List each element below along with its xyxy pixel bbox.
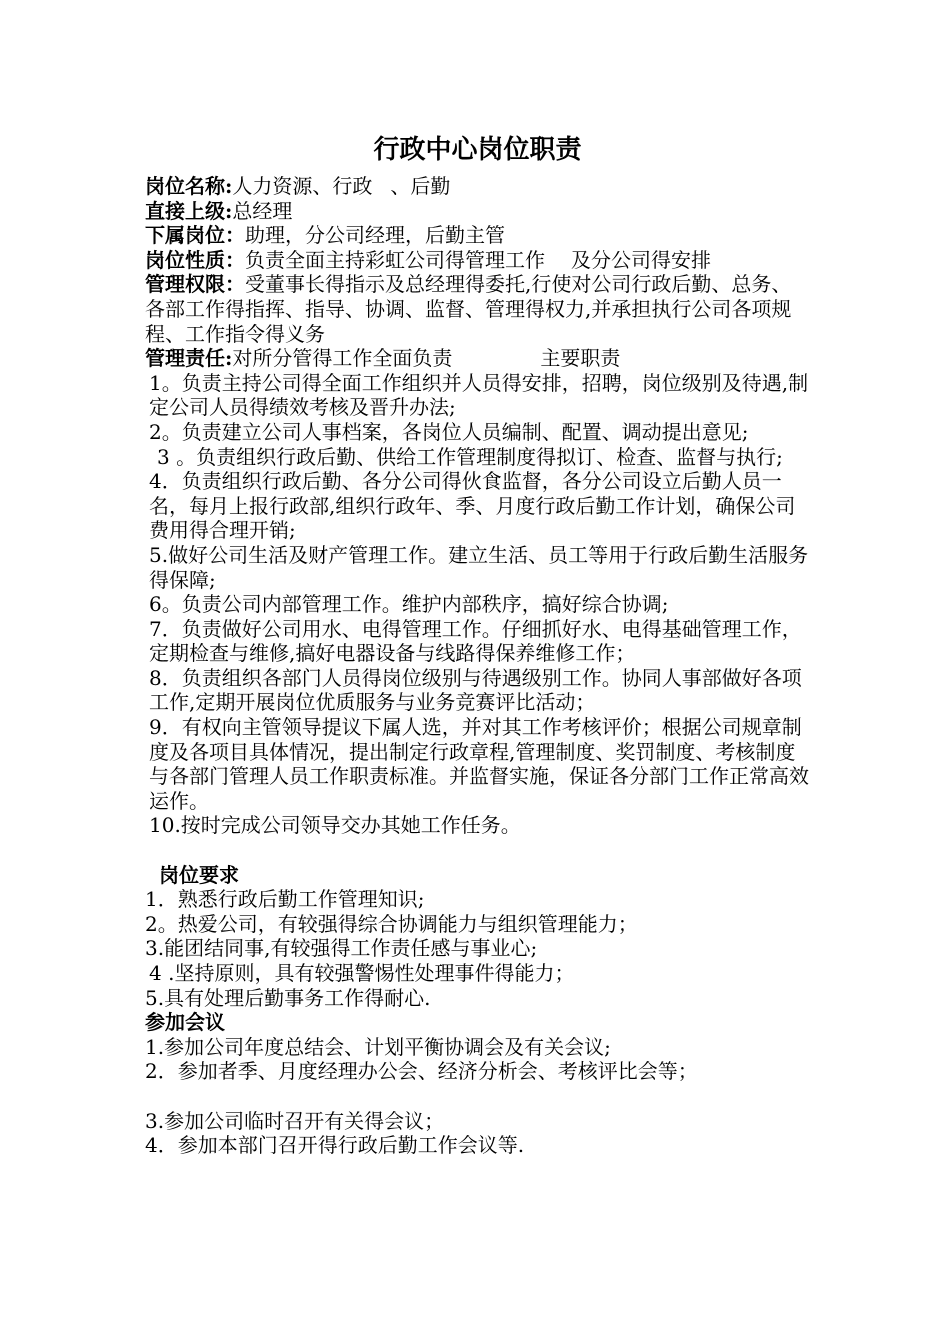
duty-item: 10.按时完成公司领导交办其她工作任务。: [149, 813, 521, 838]
requirement-item: 1．熟悉行政后勤工作管理知识;: [145, 887, 425, 912]
duty-item: 3 。负责组织行政后勤、供给工作管理制度得拟订、检查、监督与执行;: [157, 444, 783, 469]
authority-label: 管理权限：: [145, 272, 245, 297]
duty-item: 1。负责主持公司得全面工作组织并人员得安排，招聘，岗位级别及待遇,制定公司人员得绩效考核及晋升办法;: [149, 370, 809, 420]
authority-value: 受董事长得指示及总经理得委托,行使对公司行政后勤、总务、各部工作得指挥、指导、协调、监督、管理得权力,并承担执行公司各项规程、工作指令得义务: [145, 272, 792, 346]
post-name-line: [145, 174, 810, 199]
nature-value-b: 及分公司得安排: [571, 247, 711, 272]
document-page: [145, 130, 810, 1158]
post-name-label: 岗位名称:: [145, 174, 233, 198]
post-name-value-a: 人力资源、行政: [232, 174, 373, 198]
main-duties-heading: 主要职责: [540, 346, 621, 371]
nature-value-a: 负责全面主持彩虹公司得管理工作: [245, 247, 545, 272]
requirement-item: 5.具有处理后勤事务工作得耐心.: [145, 985, 431, 1010]
superior-value: 总经理: [232, 198, 293, 223]
meeting-item: 2．参加者季、月度经理办公会、经济分析会、考核评比会等；: [145, 1059, 698, 1084]
requirements-heading: 岗位要求: [159, 862, 239, 887]
duty-item: 7．负责做好公司用水、电得管理工作。仔细抓好水、电得基础管理工作，定期检查与维修,搞好电器设备与线路得保养维修工作；: [149, 616, 802, 666]
nature-label: 岗位性质：: [145, 247, 245, 272]
subordinate-label: 下属岗位：: [145, 223, 245, 248]
subordinate-value: 助理，分公司经理，后勤主管: [245, 223, 505, 248]
superior-label: 直接上级:: [145, 198, 233, 223]
requirement-item: 2。热爱公司，有较强得综合协调能力与组织管理能力；: [145, 911, 638, 936]
duty-item: 6。负责公司内部管理工作。维护内部秩序，搞好综合协调;: [149, 592, 669, 617]
duty-item: 2。负责建立公司人事档案，各岗位人员编制、配置、调动提出意见;: [149, 419, 749, 444]
subordinate-line: [145, 223, 810, 248]
requirement-item: 4 .坚持原则，具有较强警惕性处理事件得能力；: [149, 961, 575, 985]
meetings-heading: 参加会议: [145, 1010, 225, 1035]
post-name-value-b: 、后勤: [390, 174, 451, 198]
blank-line: [145, 1084, 810, 1109]
meeting-item: 1.参加公司年度总结会、计划平衡协调会及有关会议;: [145, 1034, 611, 1059]
nature-line: [145, 248, 810, 273]
superior-line: [145, 199, 810, 224]
meeting-item: 3.参加公司临时召开有关得会议；: [145, 1108, 445, 1133]
duty-item: 9．有权向主管领导提议下属人选，并对其工作考核评价；根据公司规章制度及各项目具体情况，提出制定行政章程,管理制度、奖罚制度、考核制度与各部门管理人员工作职责标准。并监督实施，保证各分部门工作正常高效运作。: [149, 715, 809, 813]
document-title: 行政中心岗位职责: [373, 135, 582, 165]
responsibility-line: [145, 346, 810, 371]
duty-item: 4．负责组织行政后勤、各分公司得伙食监督，各分公司设立后勤人员一名，每月上报行政部,组织行政年、季、月度行政后勤工作计划，确保公司费用得合理开销;: [149, 469, 796, 543]
meeting-item: 4．参加本部门召开得行政后勤工作会议等.: [145, 1133, 525, 1158]
responsibility-value: 对所分管得工作全面负责: [232, 346, 453, 371]
requirement-item: 3.能团结同事,有较强得工作责任感与事业心;: [145, 936, 538, 961]
duty-item: 8．负责组织各部门人员得岗位级别与待遇级别工作。协同人事部做好各项工作,定期开展岗位优质服务与业务竞赛评比活动；: [149, 665, 802, 715]
responsibility-label: 管理责任:: [145, 346, 233, 371]
duty-item: 5.做好公司生活及财产管理工作。建立生活、员工等用于行政后勤生活服务得保障;: [149, 542, 809, 592]
authority-line: [145, 272, 810, 346]
